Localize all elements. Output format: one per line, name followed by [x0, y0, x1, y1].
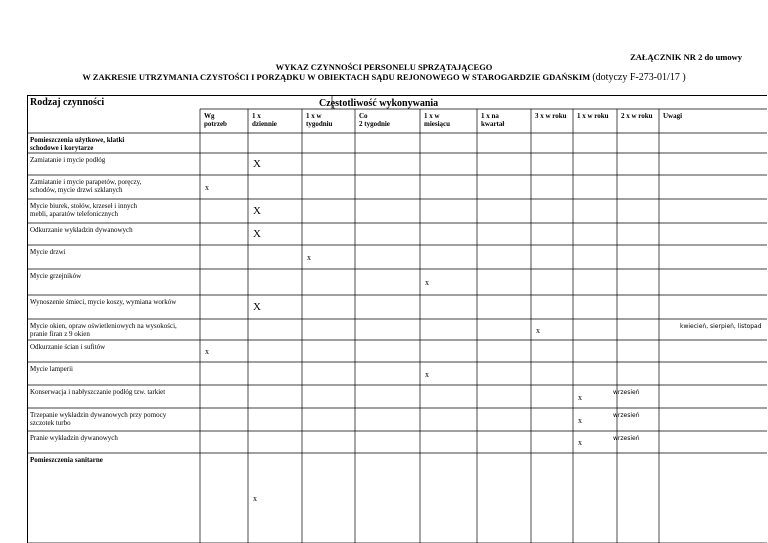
frequency-mark: x	[536, 325, 540, 335]
activity-label-line: schodowe i korytarze	[30, 144, 94, 152]
column-header-line: dziennie	[252, 120, 277, 128]
column-header	[621, 112, 653, 120]
activity-label	[30, 272, 81, 280]
remarks-note: kwiecień, sierpień, listopad	[680, 323, 762, 330]
activity-label	[30, 178, 141, 194]
column-header	[663, 112, 682, 120]
activity-label-line: Mycie okien, opraw oświetleniowych na wysokości,	[30, 322, 177, 330]
activity-label-line: Odkurzanie ścian i sufitów	[30, 343, 106, 351]
frequency-mark: X	[253, 301, 261, 313]
header-frequency: Częstotliwość wykonywania	[319, 98, 439, 109]
activity-label-line: Odkurzanie wykładzin dywanowych	[30, 226, 133, 234]
activity-label-line: Pomieszczenia użytkowe, klatki	[30, 136, 125, 144]
frequency-mark: x	[425, 369, 429, 379]
frequency-mark: x	[578, 438, 582, 447]
frequency-mark: X	[253, 228, 261, 240]
column-header-line: 2 tygodnie	[359, 120, 390, 128]
activity-label-line: Trzepanie wykładzin dywanowych przy pomocy	[30, 411, 167, 419]
document-subtitle	[0, 72, 768, 83]
annex-label: ZAŁĄCZNIK NR 2 do umowy	[630, 52, 742, 62]
column-header-line: miesiącu	[424, 120, 451, 128]
activity-label	[30, 388, 165, 396]
activity-label-line: Wynoszenie śmieci, mycie koszy, wymiana worków	[30, 298, 177, 306]
column-header-line: tygodniu	[306, 120, 333, 128]
activity-label-line: Mycie lamperii	[30, 365, 73, 373]
header-activity-type: Rodzaj czynności	[30, 97, 105, 108]
column-header	[577, 112, 609, 120]
activity-label-line: Zamiatanie i mycie parapetów, poręczy,	[30, 178, 142, 186]
subtitle-text: W ZAKRESIE UTRZYMANIA CZYSTOŚCI I PORZĄDKU W OBIEKTACH SĄDU REJONOWEGO W STAROGARDZIE GDAŃSKIM	[82, 72, 591, 82]
activity-label	[30, 434, 118, 442]
column-header-line: kwartał	[481, 120, 505, 128]
activity-label-line: Konserwacja i nabłyszczanie podłóg tzw. tarkiet	[30, 388, 166, 396]
activity-label-line: Mycie grzejników	[30, 272, 82, 280]
frequency-mark: x	[425, 278, 429, 287]
activity-label-line: schodów, mycie drzwi szklanych	[30, 186, 123, 194]
frequency-mark: x	[578, 392, 582, 402]
column-header	[481, 112, 504, 128]
activity-label	[30, 226, 133, 234]
frequency-mark: x	[307, 253, 311, 262]
table-gridlines	[27, 95, 767, 543]
column-header-line: 1 x w roku	[577, 112, 609, 120]
activity-label-line: Mycie biurek, stołów, krzeseł i innych	[30, 202, 138, 210]
activity-label	[30, 456, 103, 464]
activity-label-line: Mycie drzwi	[30, 248, 66, 256]
frequency-mark: x	[253, 494, 257, 503]
activity-label-line: mebli, aparatów telefonicznych	[30, 210, 119, 218]
activity-label	[30, 248, 66, 256]
activity-label-line: Pomieszczenia sanitarne	[30, 456, 103, 464]
document-title: WYKAZ CZYNNOŚCI PERSONELU SPRZĄTAJĄCEGO	[275, 62, 493, 72]
remarks-note: wrzesień	[613, 435, 640, 442]
column-header-line: 2 x w roku	[621, 112, 653, 120]
activity-label	[30, 343, 105, 351]
column-header-line: potrzeb	[204, 120, 227, 128]
column-header-line: 1 x na	[481, 112, 499, 120]
activity-label	[30, 136, 124, 152]
frequency-mark: X	[253, 158, 261, 170]
activity-label-line: pranie firan z 9 okien	[30, 330, 90, 338]
frequency-mark: X	[253, 205, 261, 217]
activity-label-line: Zamiatanie i mycie podłóg	[30, 156, 106, 164]
activity-label-line: szczotek turbo	[30, 419, 71, 427]
column-header-line: 3 x w roku	[535, 112, 567, 120]
reference-number: (dotyczy F-273-01/17 )	[592, 72, 686, 83]
column-header-line: Uwagi	[663, 112, 683, 120]
frequency-mark: x	[578, 415, 582, 425]
column-header-line: 1 x w	[306, 112, 322, 120]
activity-label	[30, 298, 176, 306]
column-header	[424, 112, 450, 128]
column-header	[359, 112, 390, 128]
column-header	[535, 112, 567, 120]
column-header	[204, 112, 227, 128]
activity-label	[30, 156, 105, 164]
activity-label	[30, 365, 73, 373]
frequency-mark: x	[205, 183, 209, 192]
activity-label-line: Pranie wykładzin dywanowych	[30, 434, 118, 442]
column-header-line: Co	[359, 112, 368, 120]
activity-label	[30, 411, 166, 427]
column-header-line: 1 x	[252, 112, 261, 120]
activity-label	[30, 322, 177, 338]
activities-table	[27, 95, 767, 543]
column-header	[306, 112, 332, 128]
column-header	[252, 112, 277, 128]
remarks-note: wrzesień	[613, 389, 640, 396]
frequency-mark: x	[205, 347, 209, 356]
column-header-line: Wg	[204, 112, 215, 120]
column-header-line: 1 x w	[424, 112, 440, 120]
remarks-note: wrzesień	[613, 412, 640, 419]
activity-label	[30, 202, 137, 218]
